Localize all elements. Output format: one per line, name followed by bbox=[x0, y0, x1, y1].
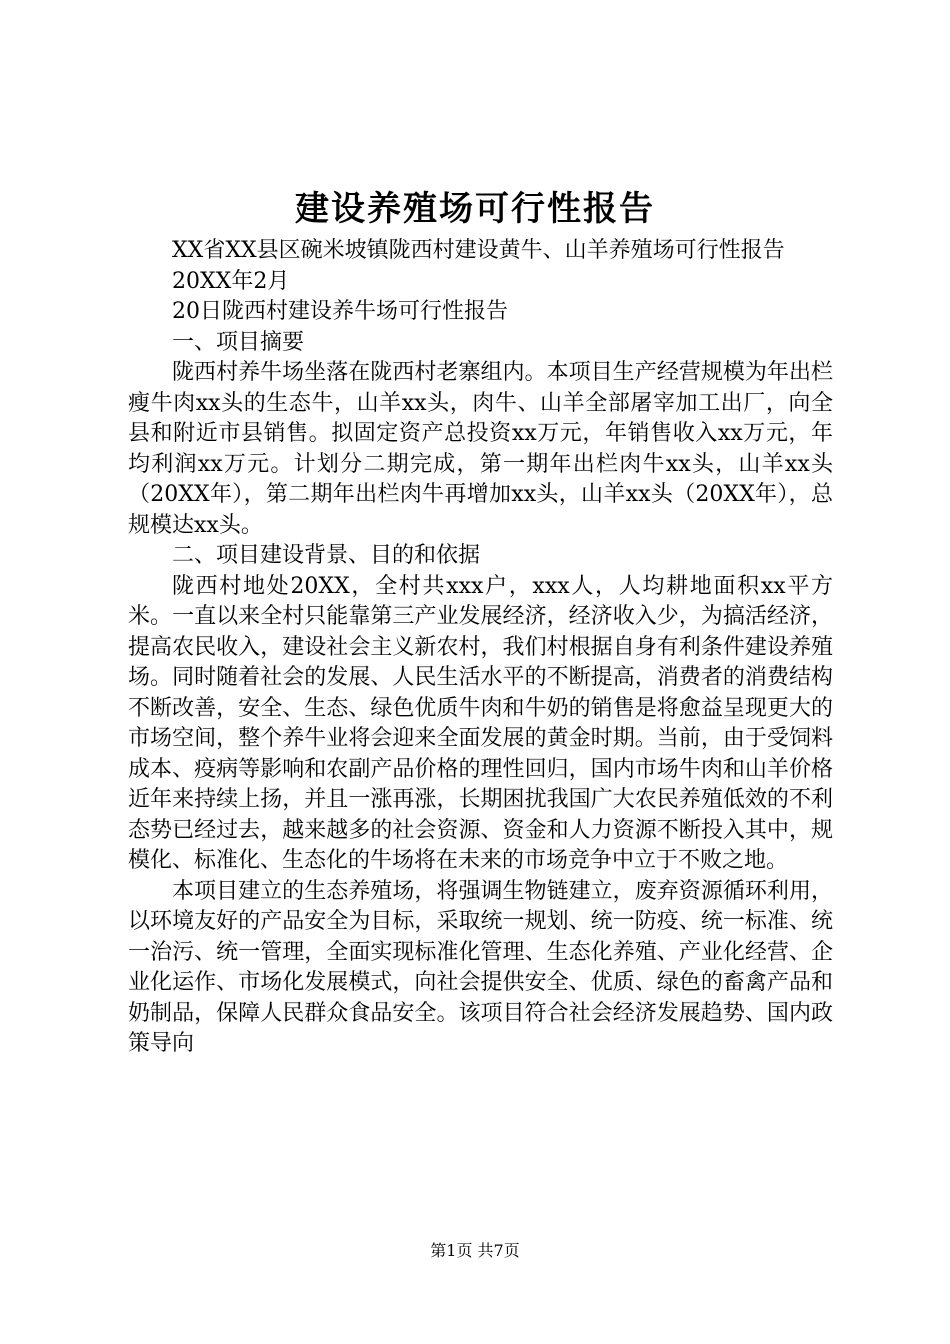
section-heading-summary: 一、项目摘要 bbox=[172, 329, 305, 355]
document-title: 建设养殖场可行性报告 bbox=[295, 189, 655, 229]
section-heading-background: 二、项目建设背景、目的和依据 bbox=[172, 543, 481, 568]
paragraph-background: 陇西村地处20XX，全村共xxx户，xxx人，人均耕地面积xx平方米。一直以来全村只能靠第三产业发展经济，经济收入少，为搞活经济，提高农民收入，建设社会主义新农村，我们村根据自身有利条件建设养殖场。同时随着社会的发展、人民生活水平的不断提高，消费者的消费结构不断改善，安全、生态、绿色优质牛肉和牛奶的销售是将愈益呈现更大的市场空间，整个养牛业将会迎来全面发展的黄金时期。当前，由于受饲料成本、疫病等影响和农副产品价格的理性回归，国内市场牛肉和山羊价格近年来持续上扬，并且一涨再涨，长期困扰我国广大农民养殖低效的不利态势已经过去，越来越多的社会资源、资金和人力资源不断投入其中，规模化、标准化、生态化的牛场将在未来的市场竞争中立于不败之地。 bbox=[128, 573, 833, 873]
paragraph-subtitle: XX省XX县区碗米坡镇陇西村建设黄牛、山羊养殖场可行性报告 bbox=[172, 238, 785, 263]
document-body bbox=[128, 236, 833, 1060]
paragraph-report-title: 20日陇西村建设养牛场可行性报告 bbox=[172, 299, 508, 324]
paragraph-project-goals: 本项目建立的生态养殖场，将强调生物链建立，废弃资源循环利用，以环境友好的产品安全为目标，采取统一规划、统一防疫、统一标准、统一治污、统一管理，全面实现标准化管理、生态化养殖、产业化经营、企业化运作、市场化发展模式，向社会提供安全、优质、绿色的畜禽产品和奶制品，保障人民群众食品安全。该项目符合社会经济发展趋势、国内政策导向 bbox=[128, 878, 833, 1056]
page-footer: 第1页 共7页 bbox=[430, 1241, 520, 1260]
paragraph-summary: 陇西村养牛场坐落在陇西村老寨组内。本项目生产经营规模为年出栏瘦牛肉xx头的生态牛，山羊xx头，肉牛、山羊全部屠宰加工出厂，向全县和附近市县销售。拟固定资产总投资xx万元，年销售收入xx万元，年均利润xx万元。计划分二期完成，第一期年出栏肉牛xx头，山羊xx头（20XX年），第二期年出栏肉牛再增加xx头，山羊xx头（20XX年），总规模达xx头。 bbox=[128, 360, 833, 538]
paragraph-date: 20XX年2月 bbox=[172, 268, 290, 294]
